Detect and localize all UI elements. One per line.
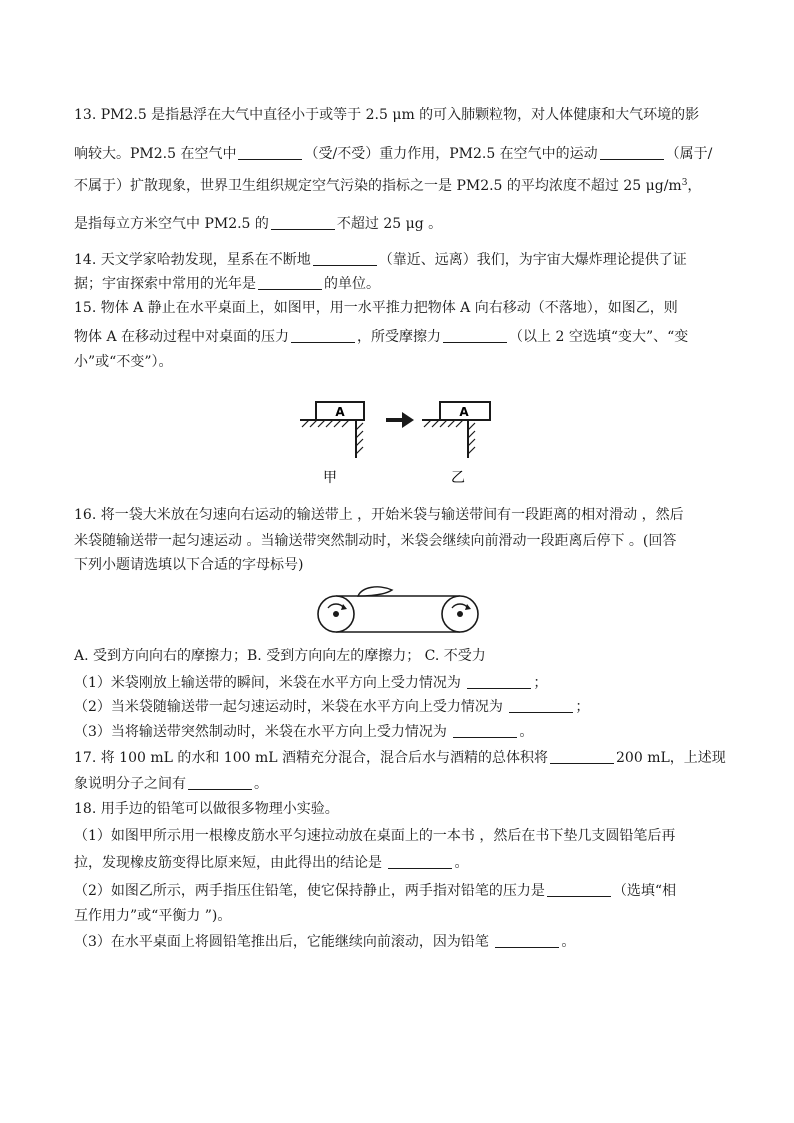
- q16-line1: 16. 将一袋大米放在匀速向右运动的输送带上 ，开始米袋与输送带间有一段距离的相对滑动 ，然后: [74, 507, 684, 523]
- answer-blank[interactable]: [550, 749, 614, 764]
- rice-bag-icon: [358, 587, 392, 596]
- block-a-label: A: [459, 405, 469, 419]
- q18-sub1-line1: （1）如图甲所示用一根橡皮筋水平匀速拉动放在桌面上的一本书 ，然后在书下垫几支圆铅笔后再: [74, 828, 676, 844]
- q15-line2: 物体 A 在移动过程中对桌面的压力 ，所受摩擦力 （以上 2 空选填“变大”、“变: [74, 329, 689, 345]
- q15-figure: [296, 392, 506, 492]
- push-arrow-icon: [386, 412, 414, 428]
- answer-blank[interactable]: [443, 328, 507, 343]
- q18-sub2-line2: 互作用力”或“平衡力 ”)。: [74, 908, 232, 924]
- q17-line1: 17. 将 100 mL 的水和 100 mL 酒精充分混合，混合后水与酒精的总体积将 200 mL，上述现: [74, 750, 726, 766]
- q18-sub3: （3）在水平桌面上将圆铅笔推出后，它能继续向前滚动，因为铅笔 。: [74, 934, 576, 950]
- block-a-label: A: [335, 405, 345, 419]
- q16-sub1: （1）米袋刚放上输送带的瞬间，米袋在水平方向上受力情况为 ；: [74, 675, 548, 691]
- q15-line3: 小”或“不变”）。: [74, 354, 173, 370]
- answer-blank[interactable]: [313, 251, 377, 266]
- answer-blank[interactable]: [291, 328, 355, 343]
- conveyor-belt-figure: [316, 585, 480, 637]
- q13-line2: 响较大。PM2.5 在空气中 （受/不受）重力作用，PM2.5 在空气中的运动 （属于/: [74, 146, 713, 162]
- q14-line2: 据；宇宙探索中常用的光年是 的单位。: [74, 276, 380, 292]
- q18-line1: 18. 用手边的铅笔可以做很多物理小实验。: [74, 801, 339, 817]
- q16-line3: 下列小题请选填以下合适的字母标号): [74, 557, 304, 573]
- answer-blank[interactable]: [495, 933, 559, 948]
- q17-line2: 象说明分子之间有 。: [74, 776, 268, 792]
- answer-blank[interactable]: [271, 215, 335, 230]
- q16-sub3: （3）当将输送带突然制动时，米袋在水平方向上受力情况为 。: [74, 724, 534, 740]
- answer-blank[interactable]: [509, 698, 573, 713]
- q16-options: A. 受到方向向右的摩擦力；B. 受到方向向左的摩擦力； C. 不受力: [74, 648, 486, 664]
- answer-blank[interactable]: [547, 882, 611, 897]
- answer-blank[interactable]: [238, 145, 302, 160]
- q13-line3: 不属于）扩散现象，世界卫生组织规定空气污染的指标之一是 PM2.5 的平均浓度不超过 25 $\mu g/m^3$，: [74, 178, 702, 194]
- q15-line1: 15. 物体 A 静止在水平桌面上，如图甲，用一水平推力把物体 A 向右移动（不落地），如图乙，则: [74, 300, 678, 316]
- q18-sub2-line1: （2）如图乙所示，两手指压住铅笔，使它保持静止，两手指对铅笔的压力是 （选填“相: [74, 883, 677, 899]
- caption-jia: 甲: [323, 470, 337, 486]
- q13-line4: 是指每立方米空气中 PM2.5 的 不超过 25 μg 。: [74, 216, 443, 232]
- q16-line2: 米袋随输送带一起匀速运动 。当输送带突然制动时，米袋会继续向前滑动一段距离后停下 。(回答: [74, 533, 677, 549]
- q16-sub2: （2）当米袋随输送带一起匀速运动时，米袋在水平方向上受力情况为 ；: [74, 699, 590, 715]
- answer-blank[interactable]: [258, 275, 322, 290]
- q14-line1: 14. 天文学家哈勃发现，星系在不断地 （靠近、远离）我们，为宇宙大爆炸理论提供了证: [74, 252, 687, 268]
- table-right: [422, 402, 490, 486]
- answer-blank[interactable]: [388, 854, 452, 869]
- answer-blank[interactable]: [188, 775, 252, 790]
- answer-blank[interactable]: [600, 145, 664, 160]
- table-left: [300, 402, 364, 486]
- q18-sub1-line2: 拉，发现橡皮筋变得比原来短，由此得出的结论是 。: [74, 855, 469, 871]
- answer-blank[interactable]: [453, 723, 517, 738]
- answer-blank[interactable]: [467, 674, 531, 689]
- caption-yi: 乙: [451, 470, 465, 486]
- q13-line1: 13. PM2.5 是指悬浮在大气中直径小于或等于 2.5 μm 的可入肺颗粒物，对人体健康和大气环境的影: [74, 107, 700, 123]
